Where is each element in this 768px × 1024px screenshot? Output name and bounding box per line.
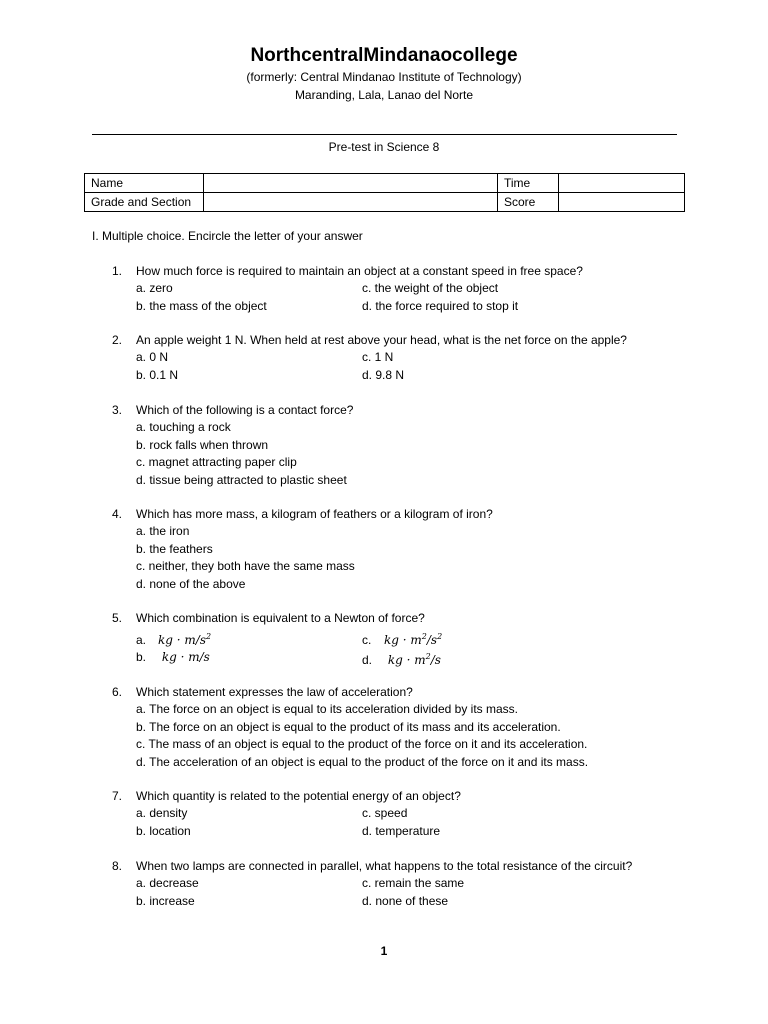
time-label: Time (498, 174, 559, 193)
score-label: Score (498, 193, 559, 212)
question-number: 4. (112, 507, 123, 521)
name-label: Name (85, 174, 204, 193)
option-d[interactable]: d. tissue being attracted to plastic sheet (136, 472, 347, 487)
question-number: 6. (112, 685, 123, 699)
grade-section-field[interactable] (204, 193, 498, 212)
header-divider (92, 134, 677, 135)
option-b[interactable]: b. rock falls when thrown (136, 437, 269, 452)
option-b[interactable]: b. 0.1 N (136, 367, 179, 382)
option-c[interactable]: c. the weight of the object (362, 281, 499, 295)
formula-kg-m-per-s2: kg · $m/s^2$ (158, 632, 212, 647)
page-number: 1 (380, 944, 388, 958)
option-d[interactable]: d. The acceleration of an object is equal to the product of the force on it and its mass. (136, 754, 589, 769)
question-3 (112, 402, 712, 489)
option-c[interactable]: c. 1 N (362, 350, 394, 364)
question-text: How much force is required to maintain an object at a constant speed in free space? (136, 264, 583, 278)
formula-kg-m-per-s: kg · m/s (158, 650, 210, 664)
question-2 (112, 332, 712, 384)
question-1 (112, 263, 712, 315)
address-line: Maranding, Lala, Lanao del Norte (294, 88, 474, 102)
table-row (85, 193, 685, 212)
formula-kg-m2-per-s2: kg · $m^2/s^2$ (384, 632, 443, 647)
option-d[interactable]: d. the force required to stop it (362, 298, 519, 313)
option-b[interactable]: b. The force on an object is equal to the product of its mass and its acceleration. (136, 719, 561, 734)
question-text: Which of the following is a contact force? (136, 403, 354, 417)
time-field[interactable] (559, 174, 685, 193)
question-number: 1. (112, 264, 123, 278)
option-letter: b. (136, 650, 147, 664)
option-b[interactable]: b. increase (136, 893, 195, 908)
option-d[interactable]: d. temperature (362, 823, 441, 838)
question-text: An apple weight 1 N. When held at rest above your head, what is the net force on the apple? (136, 333, 627, 347)
score-field[interactable] (559, 193, 685, 212)
student-info-table (84, 173, 685, 212)
document-header (0, 44, 768, 104)
question-4 (112, 506, 712, 593)
question-5 (112, 610, 712, 667)
instructions: I. Multiple choice. Encircle the letter of your answer (92, 229, 363, 243)
option-a[interactable]: a. The force on an object is equal to its acceleration divided by its mass. (136, 702, 518, 716)
option-c[interactable]: c. magnet attracting paper clip (136, 455, 297, 469)
question-7 (112, 788, 712, 840)
question-text: Which has more mass, a kilogram of feathers or a kilogram of iron? (136, 507, 493, 521)
question-6 (112, 684, 712, 771)
table-row (85, 174, 685, 193)
option-c[interactable]: c. speed (362, 806, 408, 820)
question-number: 3. (112, 403, 123, 417)
question-number: 5. (112, 611, 123, 625)
option-a[interactable]: a. the iron (136, 524, 190, 538)
question-8 (112, 858, 712, 910)
option-d[interactable]: d. none of these (362, 893, 449, 908)
option-a[interactable]: a. 0 N (136, 350, 169, 364)
option-d[interactable]: d. 9.8 N (362, 367, 405, 382)
grade-section-label: Grade and Section (85, 193, 204, 212)
formula-kg-m2-per-s: kg · $m^2/s$ (384, 652, 441, 667)
option-c[interactable]: c. neither, they both have the same mass (136, 559, 355, 573)
option-letter: d. (362, 653, 373, 667)
formerly-line: (formerly: Central Mindanao Institute of Technology) (246, 70, 522, 84)
name-field[interactable] (204, 174, 498, 193)
option-b[interactable]: b. the mass of the object (136, 298, 267, 313)
option-d[interactable] (362, 647, 441, 670)
option-letter: a. (136, 633, 147, 647)
school-name: NorthcentralMindanaocollege (250, 45, 518, 66)
option-d[interactable]: d. none of the above (136, 576, 246, 591)
option-a[interactable]: a. decrease (136, 876, 199, 890)
option-letter: c. (362, 633, 372, 647)
option-a[interactable]: a. density (136, 806, 188, 820)
question-text: Which quantity is related to the potential energy of an object? (136, 789, 461, 803)
option-a[interactable]: a. zero (136, 281, 173, 295)
question-number: 2. (112, 333, 123, 347)
question-text: Which statement expresses the law of acceleration? (136, 685, 413, 699)
question-text: When two lamps are connected in parallel, what happens to the total resistance of the circuit? (136, 859, 633, 873)
test-title: Pre-test in Science 8 (328, 140, 440, 154)
option-b[interactable]: b. location (136, 823, 191, 838)
option-c[interactable]: c. The mass of an object is equal to the product of the force on it and its acceleration. (136, 737, 588, 751)
option-c[interactable]: c. remain the same (362, 876, 465, 890)
option-b[interactable] (136, 647, 210, 667)
option-a[interactable]: a. touching a rock (136, 420, 231, 434)
option-b[interactable]: b. the feathers (136, 541, 213, 556)
question-text: Which combination is equivalent to a Newton of force? (136, 611, 425, 625)
question-number: 7. (112, 789, 123, 803)
question-number: 8. (112, 859, 123, 873)
